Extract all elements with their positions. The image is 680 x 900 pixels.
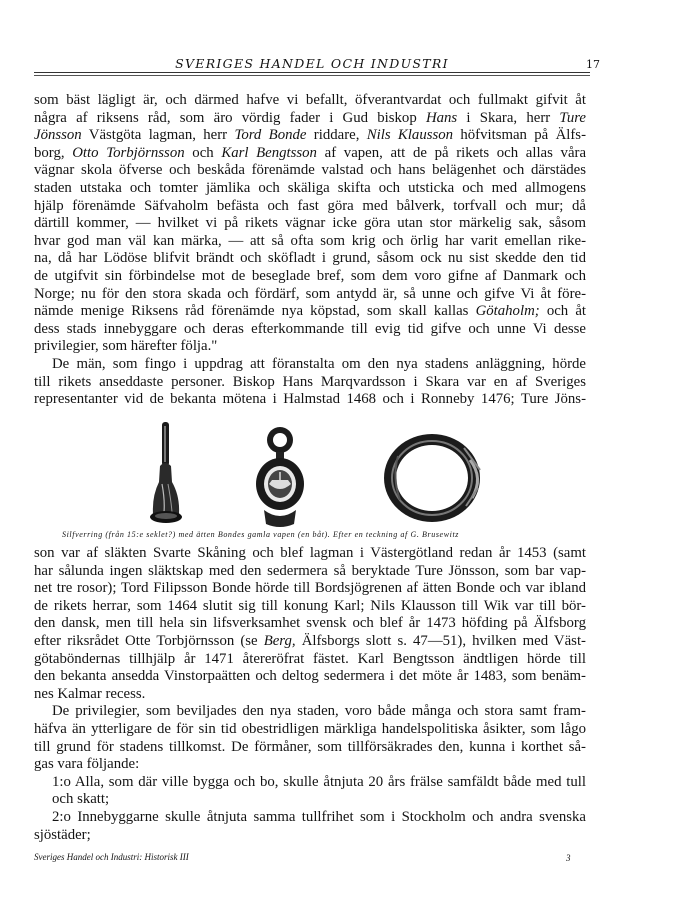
text-line: som bäst lägligt är, och därmed hafve vi befallt, öfverantvardat och fullmakt gifvit åt [34, 92, 586, 108]
header-rule [34, 72, 590, 73]
privilege-item-1 [34, 774, 586, 809]
text-line: några af riksens råd, som äro vördig fader i Gud biskop Hans i Skara, herr Ture [34, 109, 586, 126]
text-line: har sålunda ingen släktskap med den sedermera så beryktade Ture Jönsson, som bar vap- [34, 562, 586, 579]
paragraph-founders [34, 356, 586, 409]
text-line: representanter vid de bekanta mötena i Halmstad 1468 och i Ronneby 1476; Ture Jöns- [34, 391, 586, 408]
paragraph-privilege-quote [34, 92, 586, 356]
figure-caption: Silfverring (från 15:e seklet?) med ätten Bondes gamla vapen (en båt). Efter en teckning af G. Brusewitz [62, 530, 459, 539]
text-line: nämde menige Riksens råd förenämde nya köpstad, som skall kallas Götaholm; och åt [34, 303, 586, 320]
page-number: 17 [586, 58, 600, 71]
running-title: SVERIGES HANDEL OCH INDUSTRI [175, 56, 449, 71]
text-line: häfva än ytterligare de för sin tid obestridligen märkliga handelspolitiska åsikter, som lågo [34, 720, 586, 737]
footer-sheet-number: 3 [566, 853, 571, 863]
text-line: till rikets anseddaste personer. Biskop Hans Marqvardsson i Skara var en af Sveriges [34, 373, 586, 390]
body-text-top [34, 92, 586, 409]
footer-signature: Sveriges Handel och Industri: Historisk III [34, 852, 189, 862]
text-line: den dansk, men till hela sin lifsverksamhet svensk och blef år 1473 höfding på Älfsborg [34, 615, 586, 632]
text-line: till grund för stadens tillkomst. De förmåner, som tillförsäkrades den, kunna i korthet så- [34, 738, 586, 755]
text-line: na, då har Lödöse blifvit brändt och sköfladt i grund, såsom ock nu sist skedde den tid [34, 250, 586, 267]
text-line: net tre rosor); Tord Filipsson Bonde hörde till Bordsjögrenen af ätten Bonde och var ibland [34, 580, 586, 597]
text-line: son var af släkten Svarte Skåning och blef lagman i Västergötland redan år 1453 (samt [34, 545, 586, 561]
text-line: den bekanta ansedda Vinstorpaätten och deltog sedermera i det möte år 1483, som benäm- [34, 668, 586, 685]
header-rule-second [34, 75, 590, 76]
text-line: privilegier, som härefter följa." [34, 338, 218, 355]
text-line: de utgifvit sin förbindelse mot de beseglade bref, som dem voro gifne af Danmark och [34, 267, 586, 284]
text-line: Norge; nu för den stora skada och fördärf, som antydd är, så unne och gifve Vi åt före- [34, 285, 586, 302]
text-line: 2:o Innebyggarne skulle åtnjuta samma tullfrihet som i Stockholm och andra svenska [52, 808, 586, 825]
body-text-bottom [34, 545, 586, 844]
ring-illustrations [34, 418, 594, 530]
text-line: 1:o Alla, som där ville bygga och bo, skulle åtnjuta 20 års frälse samfäldt både med tull [52, 773, 586, 790]
text-line: hjälp förenämde Säfvaholm befästa och fast göra med bålverk, torfvall och mur; då [34, 197, 586, 214]
ring-side-view-illustration [146, 420, 186, 530]
text-line: de rikets herrar, som 1464 slutit sig till konung Karl; Nils Klausson till Wik var till bör- [34, 597, 586, 614]
ring-seal-boat-arms-illustration [250, 418, 310, 530]
ring-band-illustration [378, 426, 488, 526]
text-line: nes Kalmar recess. [34, 685, 146, 702]
privilege-item-2 [34, 809, 586, 844]
text-line: efter riksrådet Otte Torbjörnsson (se Berg, Älfsborgs slott s. 47—51), hvilken med Väst- [34, 632, 586, 649]
paragraph-privileges-intro [34, 703, 586, 773]
text-line: staden utstaka och tomter jämlika och skäliga skifta och utsticka och med allmogens [34, 179, 586, 196]
text-line: vägnar skola öfverse och beskåda förenämde valstad och hans belägenhet och därstädes [34, 162, 586, 179]
text-line: och skatt; [52, 791, 110, 808]
page-header [34, 56, 600, 78]
text-line: därtill kommer, — hvilket vi på rikets vägnar icke göra utan stor märkelig sak, såsom [34, 215, 586, 232]
text-line: De privilegier, som beviljades den nya staden, voro både många och stora samt fram- [52, 703, 586, 720]
text-line: dess stads innebyggare och deras efterkommande till evig tid gifve och unne Vi desse [34, 320, 586, 337]
paragraph-biographies [34, 545, 586, 703]
text-line: gas vara följande: [34, 756, 140, 773]
text-line: sjöstäder; [34, 826, 91, 843]
text-line: De män, som fingo i uppdrag att föranstalta om den nya stadens anläggning, hörde [52, 355, 586, 372]
text-line: borg, Otto Torbjörnsson och Karl Bengtsson af vapen, att de på rikets och allas våra [34, 144, 587, 161]
text-line: götaböndernas tillhjälp år 1471 återeröfrat fästet. Karl Bengtsson ändtligen hörde till [34, 650, 586, 667]
text-line: hvar god man väl kan märka, — att så ofta som krig och örlig har varit emellan rike- [34, 232, 586, 249]
text-line: Jönsson Västgöta lagman, herr Tord Bonde riddare, Nils Klausson höfvitsman på Älfs- [34, 127, 586, 144]
